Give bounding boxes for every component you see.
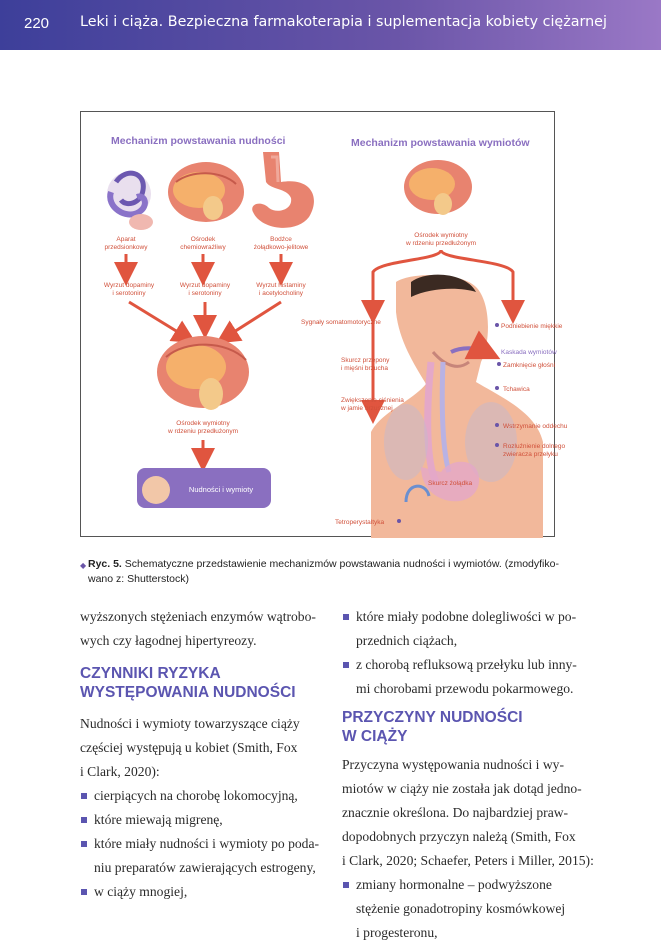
paragraph-line: i Clark, 2020; Schaefer, Peters i Miller, 2015):	[342, 853, 594, 868]
paragraph-line: miotów w ciąży nie została jak dotąd jedno-	[342, 781, 582, 796]
source-label-2b: chemiowrażliwy	[180, 244, 226, 251]
brain-illustration-center	[157, 336, 249, 410]
source-label-3a: Bodźce	[270, 236, 292, 243]
list-item: które miały podobne dolegliwości w po- przednich ciążach,	[342, 605, 592, 653]
release-label-2b: i serotoniny	[188, 290, 222, 297]
list-item: które miały nudności i wymioty po poda- niu preparatów zawierających estrogeny,	[80, 832, 325, 880]
source-label-3b: żołądkowo-jelitowe	[253, 244, 309, 251]
callout-vomit-cascade: Kaskada wymiotów	[501, 349, 557, 356]
callout-glottis: Zamknięcie głośni	[503, 362, 556, 369]
section-heading-risk: CZYNNIKI RYZYKA WYSTĘPOWANIA NUDNOŚCI	[80, 665, 296, 701]
callout-breath-hold: Wstrzymanie oddechu	[503, 423, 568, 430]
paragraph-line: dopodobnych przyczyn należą (Smith, Fox	[342, 829, 576, 844]
list-item: które miewają migrenę,	[80, 808, 325, 832]
bullet-square-icon	[81, 841, 87, 847]
brain-illustration-1	[168, 162, 244, 222]
release-label-3b: i acetylocholiny	[258, 290, 304, 297]
somatomotor-label: Sygnały somatomotoryczne	[301, 319, 381, 326]
inner-ear-illustration	[107, 172, 153, 230]
paragraph-line: znacznie określona. Do najbardziej praw-	[342, 805, 569, 820]
figure-nausea-vomiting	[80, 111, 568, 537]
figure-diagram	[81, 112, 568, 538]
callout-sphincter-a: Rozluźnienie dolnego	[503, 443, 566, 450]
release-label-1b: i serotoniny	[112, 290, 146, 297]
center-left-label-a: Ośrodek wymiotny	[176, 420, 230, 427]
page-number: 220	[24, 15, 50, 32]
center-right-label-a: Ośrodek wymiotny	[414, 232, 468, 239]
left-column-body	[80, 712, 325, 904]
section-heading-causes: PRZYCZYNY NUDNOŚCI W CIĄŻY	[342, 709, 523, 745]
center-left-label-b: w rdzeniu przedłużonym	[167, 428, 239, 435]
paragraph-line: Przyczyna występowania nudności i wy-	[342, 757, 564, 772]
bullet-square-icon	[343, 614, 349, 620]
callout-soft-palate: Podniebienie miękkie	[501, 323, 563, 330]
release-label-1a: Wyrzut dopaminy	[103, 282, 155, 289]
release-label-3a: Wyrzut histaminy	[256, 282, 306, 289]
pressure-label-b: w jamie brzusznej	[341, 405, 393, 412]
paragraph-line: wych czy łagodnej hipertyreozy.	[80, 633, 257, 648]
list-item: zmiany hormonalne – podwyższone stężenie gonadotropiny kosmówkowej i progesteronu,	[342, 873, 592, 945]
paragraph-line: i Clark, 2020):	[80, 764, 160, 779]
bullet-square-icon	[81, 817, 87, 823]
brain-illustration-right	[404, 160, 472, 215]
page-header	[0, 0, 661, 50]
paragraph-line: Nudności i wymioty towarzyszące ciąży	[80, 716, 300, 731]
human-torso-illustration	[371, 275, 543, 538]
paragraph-line: wyższonych stężeniach enzymów wątrobo-	[80, 609, 316, 624]
bullet-square-icon	[81, 889, 87, 895]
source-label-1a: Aparat	[116, 236, 136, 243]
diaphragm-label-a: Skurcz przepony	[341, 357, 390, 364]
running-title: Leki i ciąża. Bezpieczna farmakoterapia i suplementacja kobiety ciężarnej	[80, 14, 607, 30]
right-column-body	[342, 753, 592, 945]
pressure-label-a: Zwiększenie ciśnienia	[341, 397, 404, 404]
right-title: Mechanizm powstawania wymiotów	[351, 137, 530, 149]
bullet-square-icon	[343, 662, 349, 668]
source-label-2a: Ośrodek	[190, 236, 216, 243]
right-column-list	[342, 605, 592, 701]
bullet-square-icon	[343, 882, 349, 888]
list-item: z chorobą refluksową przełyku lub inny- mi chorobami przewodu pokarmowego.	[342, 653, 592, 701]
center-right-label-b: w rdzeniu przedłużonym	[405, 240, 477, 247]
callout-sphincter-b: zwieracza przełyku	[503, 451, 558, 458]
caption-label: Ryc. 5.	[88, 558, 122, 570]
release-label-2a: Wyrzut dopaminy	[179, 282, 231, 289]
retroperistalsis-label: Tetroperystaltyka	[335, 519, 385, 526]
source-label-1b: przedsionkowy	[104, 244, 148, 251]
caption-text-2: wano z: Shutterstock)	[88, 573, 189, 585]
caption-text-1: Schematyczne przedstawienie mechanizmów powstawania nudności i wymiotów. (zmodyfiko-	[121, 558, 559, 570]
left-title: Mechanizm powstawania nudności	[111, 135, 286, 147]
left-column-intro	[80, 605, 325, 653]
callout-trachea: Tchawica	[503, 386, 530, 393]
bullet-square-icon	[81, 793, 87, 799]
figure-caption	[80, 557, 580, 587]
list-item: cierpiących na chorobę lokomocyjną,	[80, 784, 325, 808]
nausea-label: Nudności i wymioty	[188, 485, 254, 494]
diaphragm-label-b: i mięśni brzucha	[341, 365, 388, 372]
paragraph-line: częściej występują u kobiet (Smith, Fox	[80, 740, 298, 755]
stomach-illustration	[252, 152, 314, 228]
caption-bullet-icon: ◆	[80, 561, 87, 570]
stomach-contraction-label: Skurcz żołądka	[428, 480, 473, 487]
list-item: w ciąży mnogiej,	[80, 880, 325, 904]
